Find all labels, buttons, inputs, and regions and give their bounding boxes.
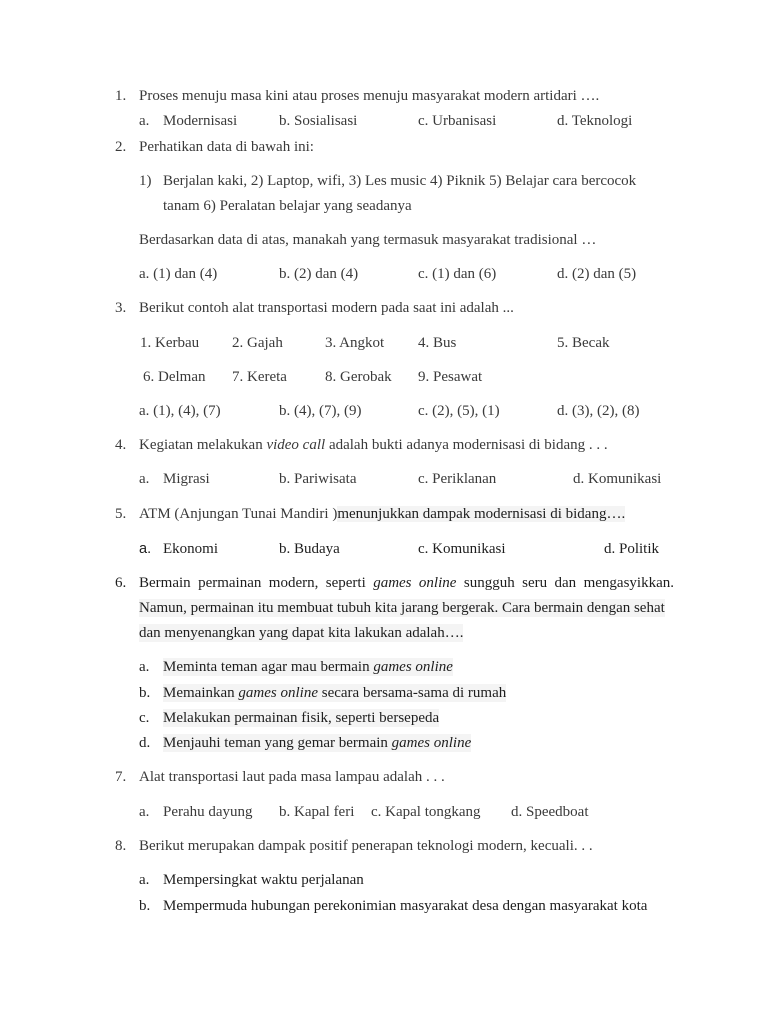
q5-option-d: d. Politik bbox=[604, 541, 660, 557]
q4-option-d: d. Komunikasi bbox=[573, 471, 662, 487]
q4-text: Kegiatan melakukan video call adalah bukti adanya modernisasi di bidang . . . bbox=[139, 437, 608, 453]
q1-option-a-letter: a. bbox=[139, 113, 150, 129]
q4-option-c: c. Periklanan bbox=[418, 471, 497, 487]
q6-line-1-italic: games online bbox=[373, 575, 457, 591]
q1-text: Proses menuju masa kini atau proses menuju masyarakat modern artidari …. bbox=[139, 88, 600, 104]
q7-option-a: Perahu dayung bbox=[163, 804, 253, 820]
q3-option-d: d. (3), (2), (8) bbox=[557, 403, 640, 419]
q2-data-line-1: Berjalan kaki, 2) Laptop, wifi, 3) Les music 4) Piknik 5) Belajar cara bercocok bbox=[163, 173, 637, 189]
q3-item: 5. Becak bbox=[557, 335, 610, 351]
q8-option-b: Mempermuda hubungan perekonimian masyarakat desa dengan masyarakat kota bbox=[163, 898, 648, 914]
q7-option-a-letter: a. bbox=[139, 804, 150, 820]
q3-item: 7. Kereta bbox=[232, 369, 287, 385]
q3-option-c: c. (2), (5), (1) bbox=[418, 403, 500, 419]
q3-item: 6. Delman bbox=[143, 369, 206, 385]
q2-option-b: b. (2) dan (4) bbox=[279, 266, 359, 282]
q3-item: 9. Pesawat bbox=[418, 369, 483, 385]
q2-data-line-2: tanam 6) Peralatan belajar yang seadanya bbox=[163, 198, 412, 214]
q5-option-a-letter: a. bbox=[139, 541, 152, 557]
q4-number: 4. bbox=[115, 437, 127, 453]
q4-option-a: Migrasi bbox=[163, 471, 210, 487]
q5-text-highlight: menunjukkan dampak modernisasi di bidang…. bbox=[337, 506, 626, 522]
q6-option-d-italic: games online bbox=[391, 735, 472, 751]
q5-option-b: b. Budaya bbox=[279, 541, 340, 557]
q4-text-italic: video call bbox=[266, 437, 326, 453]
q2-question: Berdasarkan data di atas, manakah yang termasuk masyarakat tradisional … bbox=[139, 232, 597, 248]
q7-option-d: d. Speedboat bbox=[511, 804, 589, 820]
q8-number: 8. bbox=[115, 838, 127, 854]
q6-line-2: Namun, permainan itu membuat tubuh kita jarang bergerak. Cara bermain dengan sehat bbox=[139, 600, 665, 616]
q1-option-b: b. Sosialisasi bbox=[279, 113, 358, 129]
q3-number: 3. bbox=[115, 300, 127, 316]
q6-number: 6. bbox=[115, 575, 127, 591]
q6-option-a: Meminta teman agar mau bermain games online bbox=[163, 659, 453, 675]
q1-option-d: d. Teknologi bbox=[557, 113, 633, 129]
q2-option-c: c. (1) dan (6) bbox=[418, 266, 497, 282]
q1-number: 1. bbox=[115, 88, 127, 104]
q8-option-a: Mempersingkat waktu perjalanan bbox=[163, 872, 364, 888]
q7-number: 7. bbox=[115, 769, 127, 785]
q2-text: Perhatikan data di bawah ini: bbox=[139, 139, 314, 155]
q3-option-a: a. (1), (4), (7) bbox=[139, 403, 221, 419]
q6-option-d: Menjauhi teman yang gemar bermain games online bbox=[163, 735, 472, 751]
q3-text: Berikut contoh alat transportasi modern pada saat ini adalah ... bbox=[139, 300, 514, 316]
q2-option-a: a. (1) dan (4) bbox=[139, 266, 218, 282]
q3-item: 2. Gajah bbox=[232, 335, 283, 351]
q6-option-b-letter: b. bbox=[139, 685, 151, 701]
q6-option-b-italic: games online bbox=[238, 685, 318, 701]
q6-option-c-letter: c. bbox=[139, 710, 150, 726]
q7-text: Alat transportasi laut pada masa lampau adalah . . . bbox=[139, 769, 445, 785]
q1-option-a: Modernisasi bbox=[163, 113, 238, 129]
q2-number: 2. bbox=[115, 139, 127, 155]
q5-option-c: c. Komunikasi bbox=[418, 541, 506, 557]
q3-item: 4. Bus bbox=[418, 335, 457, 351]
q7-option-b: b. Kapal feri bbox=[279, 804, 355, 820]
q5-text: ATM (Anjungan Tunai Mandiri )menunjukkan dampak modernisasi di bidang…. bbox=[139, 506, 626, 522]
q3-option-b: b. (4), (7), (9) bbox=[279, 403, 362, 419]
q4-option-b: b. Pariwisata bbox=[279, 471, 357, 487]
q8-text: Berikut merupakan dampak positif penerapan teknologi modern, kecuali. . . bbox=[139, 838, 593, 854]
q2-data-number: 1) bbox=[139, 173, 152, 189]
q8-option-a-letter: a. bbox=[139, 872, 150, 888]
q4-option-a-letter: a. bbox=[139, 471, 150, 487]
q6-option-b: Memainkan games online secara bersama-sama di rumah bbox=[163, 685, 507, 701]
q6-option-a-italic: games online bbox=[373, 659, 453, 675]
q3-item: 1. Kerbau bbox=[140, 335, 200, 351]
q6-option-d-letter: d. bbox=[139, 735, 151, 751]
q6-line-3: dan menyenangkan yang dapat kita lakukan adalah…. bbox=[139, 625, 464, 641]
q7-option-c: c. Kapal tongkang bbox=[371, 804, 481, 820]
q3-item: 3. Angkot bbox=[325, 335, 385, 351]
q6-option-a-letter: a. bbox=[139, 659, 150, 675]
q2-option-d: d. (2) dan (5) bbox=[557, 266, 637, 282]
q6-option-c: Melakukan permainan fisik, seperti bersepeda bbox=[163, 710, 440, 726]
q8-option-b-letter: b. bbox=[139, 898, 151, 914]
q5-number: 5. bbox=[115, 506, 127, 522]
q5-option-a: Ekonomi bbox=[163, 541, 218, 557]
q1-option-c: c. Urbanisasi bbox=[418, 113, 497, 129]
q6-line-1: Bermain permainan modern, seperti games online sungguh seru dan mengasyikkan. bbox=[139, 575, 674, 591]
q3-item: 8. Gerobak bbox=[325, 369, 392, 385]
